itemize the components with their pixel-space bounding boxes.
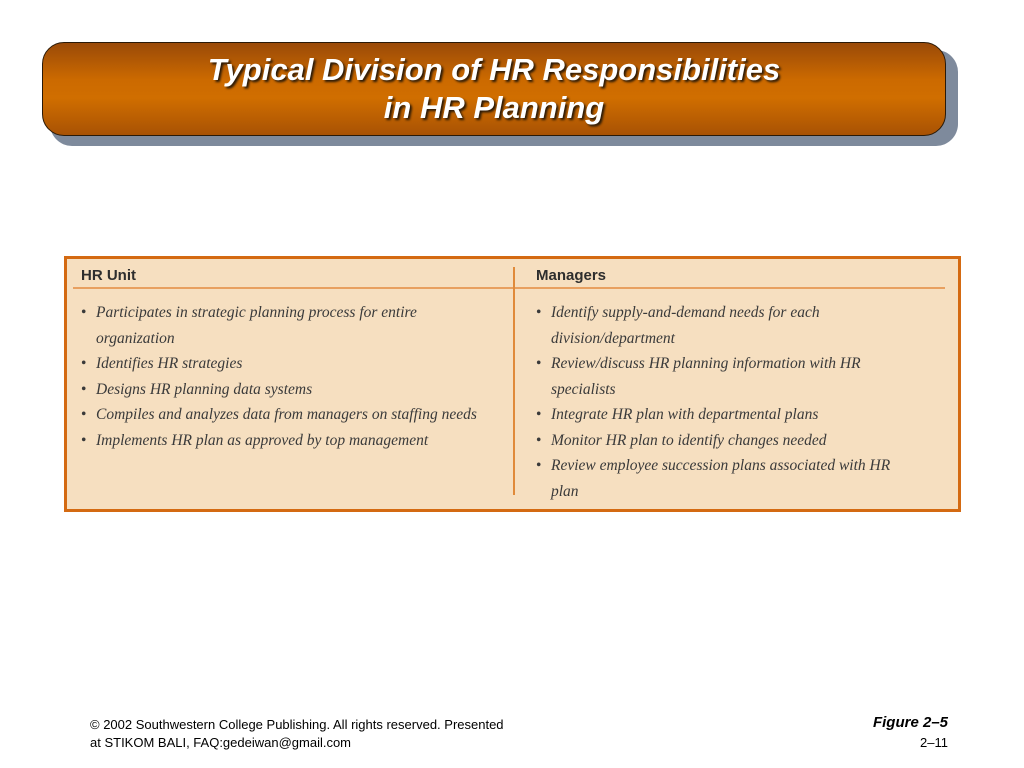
list-item: • Participates in strategic planning process for entire organization: [81, 300, 481, 351]
header-divider: [73, 287, 945, 289]
list-item: • Integrate HR plan with departmental plans: [536, 402, 921, 428]
list-item: • Review/discuss HR planning information with HR specialists: [536, 351, 921, 402]
copyright-line-1: © 2002 Southwestern College Publishing. All rights reserved. Presented: [90, 717, 504, 732]
page-number: 2–11: [920, 735, 948, 750]
column-divider: [513, 267, 515, 495]
bullet-icon: •: [81, 304, 87, 321]
bullet-icon: •: [81, 431, 87, 449]
bullet-icon: •: [536, 457, 542, 474]
bullet-icon: •: [536, 304, 542, 321]
slide-title-line-1: Typical Division of HR Responsibilities: [207, 52, 781, 87]
bullet-icon: •: [81, 355, 87, 372]
bullet-icon: •: [81, 380, 87, 398]
list-item: • Compiles and analyzes data from managers on staffing needs: [81, 402, 481, 428]
bullet-icon: •: [81, 406, 87, 423]
slide-title-line-2: in HR Planning: [383, 90, 605, 125]
bullet-icon: •: [536, 406, 542, 423]
list-item: • Identifies HR strategies: [81, 351, 481, 377]
list-item: • Monitor HR plan to identify changes needed: [536, 428, 921, 454]
hr-unit-list: [81, 300, 481, 453]
list-item: • Implements HR plan as approved by top management: [81, 428, 481, 454]
list-item: • Review employee succession plans associated with HR plan: [536, 453, 921, 504]
list-item: • Identify supply-and-demand needs for each division/department: [536, 300, 921, 351]
column-header-hr-unit: HR Unit: [81, 267, 136, 284]
bullet-icon: •: [536, 431, 542, 449]
title-banner: [42, 42, 946, 136]
column-header-managers: Managers: [536, 267, 607, 284]
responsibilities-figure: [64, 256, 961, 512]
footer-copyright: [90, 716, 504, 752]
list-item: • Designs HR planning data systems: [81, 377, 481, 403]
managers-list: [536, 300, 921, 504]
bullet-icon: •: [536, 355, 542, 372]
copyright-line-2: at STIKOM BALI, FAQ:gedeiwan@gmail.com: [90, 735, 352, 750]
figure-label: Figure 2–5: [872, 714, 948, 731]
